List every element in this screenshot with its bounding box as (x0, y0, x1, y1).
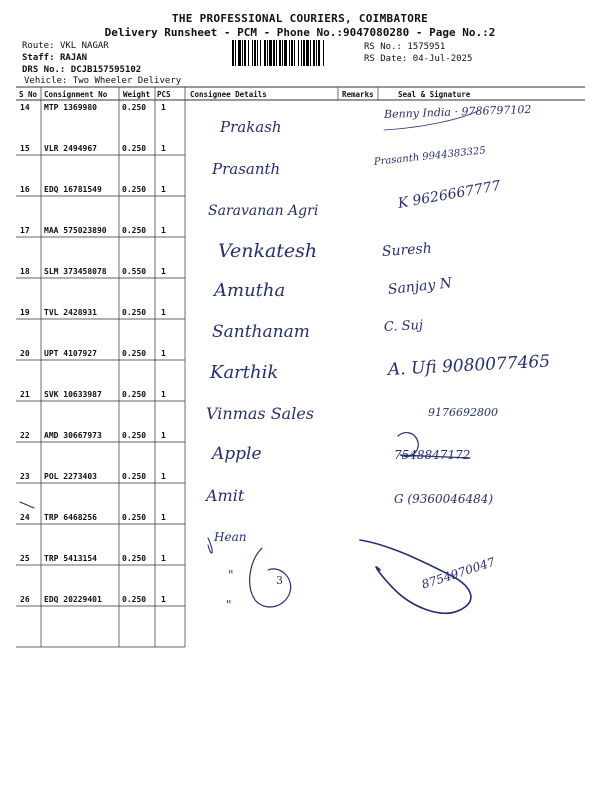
row-sno: 24 (20, 513, 30, 522)
col-header-signature: Seal & Signature (398, 90, 471, 99)
staff-value: RAJAN (59, 53, 88, 63)
row-weight: 0.250 (122, 472, 147, 481)
row-pcs: 1 (161, 390, 166, 399)
row-pcs: 1 (161, 226, 166, 235)
row-signature: 8754970047 (419, 554, 497, 592)
row-consignment-no: MTP 1369980 (44, 103, 97, 112)
row-pcs: 1 (161, 349, 166, 358)
row-weight: 0.550 (122, 267, 147, 276)
row-signature: Benny India · 9786797102 (383, 102, 532, 121)
row-weight: 0.250 (122, 554, 147, 563)
rs-no-value: 1575951 (407, 42, 446, 52)
row-weight: 0.250 (122, 431, 147, 440)
row-sno: 17 (20, 226, 30, 235)
row-consignee-handwritten: Venkatesh (218, 240, 318, 262)
row-signature: G (9360046484) (394, 492, 494, 506)
row-consignee-handwritten: Karthik (210, 362, 279, 383)
route-value: VKL NAGAR (59, 41, 109, 51)
vehicle-label: Vehicle: (24, 76, 68, 86)
col-header-remarks: Remarks (342, 90, 374, 99)
runsheet-title: THE PROFESSIONAL COURIERS, COIMBATORE (171, 12, 429, 25)
row-consignee-handwritten: Prasanth (212, 160, 281, 178)
row-signature: 9176692800 (428, 406, 498, 419)
route-label: Route: (22, 41, 55, 51)
staff-label: Staff: (22, 53, 55, 63)
row-sno: 14 (20, 103, 30, 112)
row-weight: 0.250 (122, 226, 147, 235)
col-header-consignment: Consignment No (44, 90, 108, 99)
row-consignment-no: AMD 30667973 (44, 431, 102, 440)
row-pcs: 1 (161, 144, 166, 153)
circled-count: 3 (276, 574, 283, 587)
row-consignee-handwritten: Amit (206, 486, 245, 505)
row-weight: 0.250 (122, 103, 147, 112)
row-consignment-no: POL 2273403 (44, 472, 97, 481)
row-pcs: 1 (161, 595, 166, 604)
row-pcs: 1 (161, 267, 166, 276)
ditto-mark-2: " (226, 598, 232, 612)
runsheet-subtitle: Delivery Runsheet - PCM - Phone No.:9047080280 - Page No.:2 (104, 26, 496, 39)
row-signature: A. Ufi 9080077465 (387, 351, 551, 380)
col-header-sno: S No (19, 90, 38, 99)
row-consignment-no: TVL 2428931 (44, 308, 97, 317)
row-weight: 0.250 (122, 390, 147, 399)
col-header-pcs: PCS (157, 90, 171, 99)
row-pcs: 1 (161, 185, 166, 194)
col-header-weight: Weight (123, 90, 151, 99)
row-consignee-handwritten: Hean (214, 530, 247, 544)
row-signature: Prasanth 9944383325 (373, 145, 487, 168)
row-consignment-no: MAA 575023890 (44, 226, 107, 235)
col-header-consignee: Consignee Details (190, 90, 267, 99)
vehicle-value: Two Wheeler Delivery (72, 76, 182, 86)
row-pcs: 1 (161, 513, 166, 522)
row-pcs: 1 (161, 103, 166, 112)
drs-label: DRS No.: (22, 65, 66, 75)
row-pcs: 1 (161, 308, 166, 317)
row-consignee-handwritten: Amutha (214, 280, 286, 301)
row-signature: Suresh (381, 240, 433, 260)
row-signature: C. Suj (383, 317, 424, 335)
row-consignment-no: SVK 10633987 (44, 390, 102, 399)
row-consignment-no: VLR 2494967 (44, 144, 97, 153)
row-pcs: 1 (161, 472, 166, 481)
rs-date-label: RS Date: (364, 54, 408, 64)
row-consignment-no: EDQ 16781549 (44, 185, 102, 194)
row-sno: 20 (20, 349, 30, 358)
row-weight: 0.250 (122, 513, 147, 522)
row-consignment-no: TRP 5413154 (44, 554, 97, 563)
row-consignment-no: UPT 4107927 (44, 349, 97, 358)
rs-no-label: RS No.: (364, 42, 402, 52)
row-sno: 19 (20, 308, 30, 317)
row-sno: 26 (20, 595, 30, 604)
row-consignee-handwritten: Prakash (220, 118, 282, 136)
row-sno: 15 (20, 144, 30, 153)
row-sno: 18 (20, 267, 30, 276)
row-weight: 0.250 (122, 144, 147, 153)
drs-value: DCJB157595102 (70, 65, 142, 75)
row-consignee-handwritten: Vinmas Sales (206, 404, 314, 423)
row-signature: 7548847172 (394, 448, 471, 462)
row-consignment-no: TRP 6468256 (44, 513, 97, 522)
ditto-mark-1: " (228, 568, 234, 582)
row-pcs: 1 (161, 431, 166, 440)
row-weight: 0.250 (122, 185, 147, 194)
row-consignee-handwritten: Apple (212, 444, 262, 464)
row-sno: 25 (20, 554, 30, 563)
row-weight: 0.250 (122, 308, 147, 317)
row-signature: K 9626667777 (396, 178, 502, 212)
row-signature: Sanjay N (387, 275, 453, 298)
row-sno: 22 (20, 431, 30, 440)
row-sno: 16 (20, 185, 30, 194)
row-weight: 0.250 (122, 595, 147, 604)
row-consignee-handwritten: Saravanan Agri (208, 203, 319, 219)
row-sno: 23 (20, 472, 30, 481)
row-pcs: 1 (161, 554, 166, 563)
rs-date-value: 04-Jul-2025 (412, 54, 473, 64)
row-consignment-no: SLM 373458078 (44, 267, 107, 276)
row-consignment-no: EDQ 20229401 (44, 595, 102, 604)
row-weight: 0.250 (122, 349, 147, 358)
row-consignee-handwritten: Santhanam (212, 322, 310, 342)
row-sno: 21 (20, 390, 30, 399)
